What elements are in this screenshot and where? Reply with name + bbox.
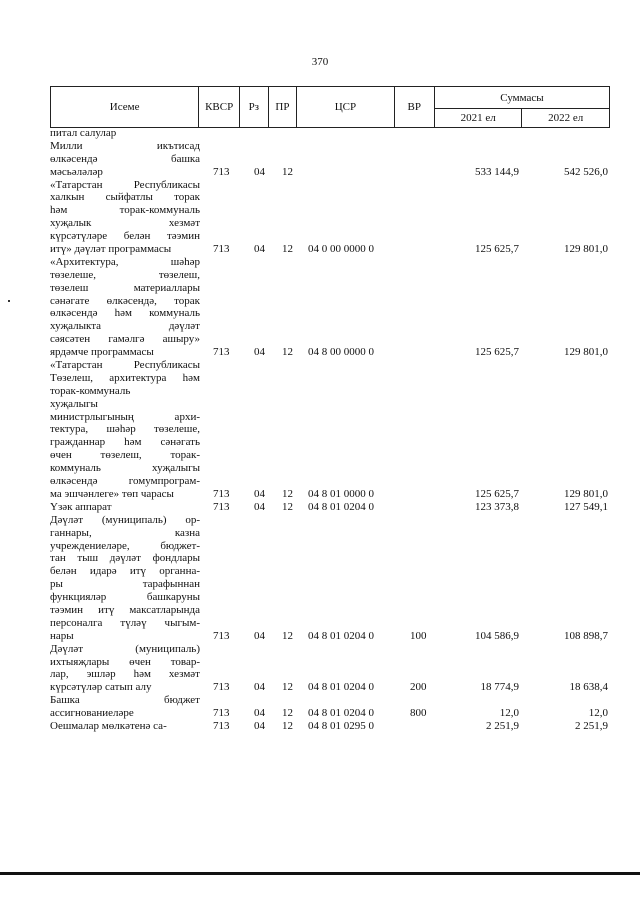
row-name-line: төзелеше, төзелеш, [50, 268, 200, 281]
header-year-2022: 2022 ел [522, 109, 610, 128]
scan-speck [8, 300, 10, 302]
row-csr: 04 8 00 0000 0 [308, 346, 374, 359]
row-name-line: «Татарстан Республикасы [50, 178, 200, 191]
table-row [50, 140, 610, 179]
row-rz: 04 [254, 500, 265, 513]
row-kvsr: 713 [213, 346, 230, 359]
row-name-line: лар, эшләр һәм хезмәт [50, 668, 200, 681]
row-name-line: ихтыяҗлары өчен товар- [50, 655, 200, 668]
row-name-line: халкын сыйфатлы торак [50, 191, 200, 204]
row-sum-2021: 18 774,9 [480, 681, 519, 694]
row-name [50, 127, 200, 140]
row-name [50, 514, 200, 643]
row-sum-2022: 129 801,0 [564, 346, 608, 359]
table-row [50, 256, 610, 359]
row-name-line: белән идарә итү органна- [50, 565, 200, 578]
row-kvsr: 713 [213, 707, 230, 720]
row-kvsr: 713 [213, 629, 230, 642]
header-csr: ЦСР [297, 87, 394, 128]
row-name-line: функцияләр башкаруны [50, 591, 200, 604]
row-name-line: тәэмин итү максатларында [50, 603, 200, 616]
row-sum-2022: 129 801,0 [564, 243, 608, 255]
table-row [50, 643, 610, 695]
row-name [50, 140, 200, 179]
header-rz: Рз [240, 87, 269, 128]
page-number: 370 [311, 56, 329, 68]
row-name-line: ма эшчәнлеге» төп чарасы [50, 487, 174, 500]
row-kvsr: 713 [213, 243, 230, 255]
row-sum-2021: 104 586,9 [475, 629, 519, 642]
row-sum-2021: 125 625,7 [475, 346, 519, 359]
row-name-line: гражданнар һәм сәнәгать [50, 436, 200, 449]
row-name-line: Дәүләт (муниципаль) [50, 642, 200, 655]
row-vr: 800 [410, 707, 427, 720]
row-name-line: итү» дәүләт программасы [50, 243, 172, 256]
row-csr: 04 8 01 0204 0 [308, 500, 374, 513]
row-name-line: Башка бюджет [50, 694, 200, 707]
row-pr: 12 [282, 707, 293, 720]
row-sum-2022: 129 801,0 [564, 487, 608, 500]
row-sum-2021: 123 373,8 [475, 500, 519, 513]
row-name-line: тектура, шәһәр төзелеше, [50, 423, 200, 436]
row-name-line: ассигнованиеләре [50, 707, 134, 720]
row-name [50, 256, 200, 359]
row-name-line: өлкәсендә башка [50, 152, 200, 165]
table-row [50, 514, 610, 643]
header-name: Исеме [51, 87, 199, 128]
row-csr: 04 8 01 0000 0 [308, 487, 374, 500]
header-year-2021: 2021 ел [434, 109, 522, 128]
row-name [50, 359, 200, 501]
header-kvsr: КВСР [199, 87, 240, 128]
row-rz: 04 [254, 243, 265, 255]
row-rz: 04 [254, 719, 265, 732]
table-body [50, 127, 610, 733]
row-rz: 04 [254, 346, 265, 359]
table-row [50, 179, 610, 256]
row-sum-2021: 533 144,9 [475, 165, 519, 178]
row-pr: 12 [282, 629, 293, 642]
row-kvsr: 713 [213, 165, 230, 178]
row-name [50, 643, 200, 695]
header-pr: ПР [268, 87, 297, 128]
row-name-line: ярдәмче программасы [50, 346, 154, 359]
row-vr: 100 [410, 629, 427, 642]
row-name-line: торак-коммуналь [50, 384, 131, 397]
table-row [50, 720, 610, 733]
row-sum-2021: 12,0 [499, 707, 519, 720]
row-pr: 12 [282, 719, 293, 732]
row-kvsr: 713 [213, 487, 230, 500]
row-name [50, 720, 200, 733]
row-sum-2022: 108 898,7 [564, 629, 608, 642]
row-name-line: ры тарафыннан [50, 578, 200, 591]
row-rz: 04 [254, 629, 265, 642]
row-sum-2022: 12,0 [588, 707, 608, 720]
row-rz: 04 [254, 487, 265, 500]
row-name-line: Дәүләт (муниципаль) ор- [50, 513, 200, 526]
row-csr: 04 8 01 0204 0 [308, 681, 374, 694]
header-sums: Суммасы [434, 87, 609, 109]
row-csr: 04 8 01 0204 0 [308, 707, 374, 720]
table-row [50, 359, 610, 501]
row-csr: 04 0 00 0000 0 [308, 243, 374, 255]
row-name-line: коммуналь хуҗалыгы [50, 462, 200, 475]
row-name-line: Милли икътисад [50, 139, 200, 152]
row-vr: 200 [410, 681, 427, 694]
row-pr: 12 [282, 346, 293, 359]
table-row [50, 694, 610, 720]
row-name-line: персоналга түләү чыгым- [50, 616, 200, 629]
row-name-line: күрсәтүләр сатып алу [50, 681, 152, 694]
row-name-line: питал салулар [50, 127, 117, 139]
row-sum-2022: 127 549,1 [564, 500, 608, 513]
row-name-line: өлкәсендә һәм коммуналь [50, 307, 200, 320]
row-name-line: Төзелеш, архитектура һәм [50, 371, 200, 384]
row-name-line: Үзәк аппарат [50, 500, 112, 513]
row-name-line: сәясәтен гамәлгә ашыру» [50, 333, 200, 346]
row-name-line: һәм торак-коммуналь [50, 204, 200, 217]
row-name-line: ганнары, казна [50, 526, 200, 539]
row-rz: 04 [254, 165, 265, 178]
row-name-line: мәсьәләләр [50, 165, 103, 178]
row-name-line: учреждениеләре, бюджет- [50, 539, 200, 552]
row-name-line: нары [50, 629, 74, 642]
page-bottom-border [0, 872, 640, 875]
row-kvsr: 713 [213, 681, 230, 694]
row-name-line: өлкәсендә гомумпрограм- [50, 475, 200, 488]
row-csr: 04 8 01 0295 0 [308, 719, 374, 732]
row-name-line: тан тыш дәүләт фондлары [50, 552, 200, 565]
row-name-line: хуҗалык хезмәт [50, 217, 200, 230]
row-kvsr: 713 [213, 719, 230, 732]
row-name [50, 694, 200, 720]
row-name [50, 179, 200, 256]
row-sum-2022: 18 638,4 [569, 681, 608, 694]
row-name-line: Оешмалар мөлкәтенә са- [50, 719, 167, 732]
row-name-line: хуҗалыкта дәүләт [50, 320, 200, 333]
header-vr: ВР [394, 87, 434, 128]
row-pr: 12 [282, 500, 293, 513]
row-pr: 12 [282, 165, 293, 178]
table-header [50, 86, 610, 128]
row-name-line: министрлыгының архи- [50, 410, 200, 423]
row-rz: 04 [254, 681, 265, 694]
row-sum-2022: 2 251,9 [575, 719, 608, 732]
row-kvsr: 713 [213, 500, 230, 513]
row-sum-2022: 542 526,0 [564, 165, 608, 178]
row-pr: 12 [282, 243, 293, 255]
row-name-line: төзелеш материаллары [50, 281, 200, 294]
row-name-line: хуҗалыгы [50, 397, 98, 410]
row-sum-2021: 125 625,7 [475, 487, 519, 500]
row-name-line: сәнәгате өлкәсендә, торак [50, 294, 200, 307]
table-row [50, 501, 610, 514]
row-sum-2021: 125 625,7 [475, 243, 519, 255]
row-csr: 04 8 01 0204 0 [308, 629, 374, 642]
row-name-line: күрсәтүләре белән тәэмин [50, 230, 200, 243]
row-pr: 12 [282, 681, 293, 694]
row-name-line: «Татарстан Республикасы [50, 359, 200, 372]
row-name-line: өчен төзелеш, торак- [50, 449, 200, 462]
row-sum-2021: 2 251,9 [486, 719, 519, 732]
row-name-line: «Архитектура, шәһәр [50, 255, 200, 268]
row-pr: 12 [282, 487, 293, 500]
table-row [50, 127, 610, 140]
row-rz: 04 [254, 707, 265, 720]
row-name [50, 501, 200, 514]
